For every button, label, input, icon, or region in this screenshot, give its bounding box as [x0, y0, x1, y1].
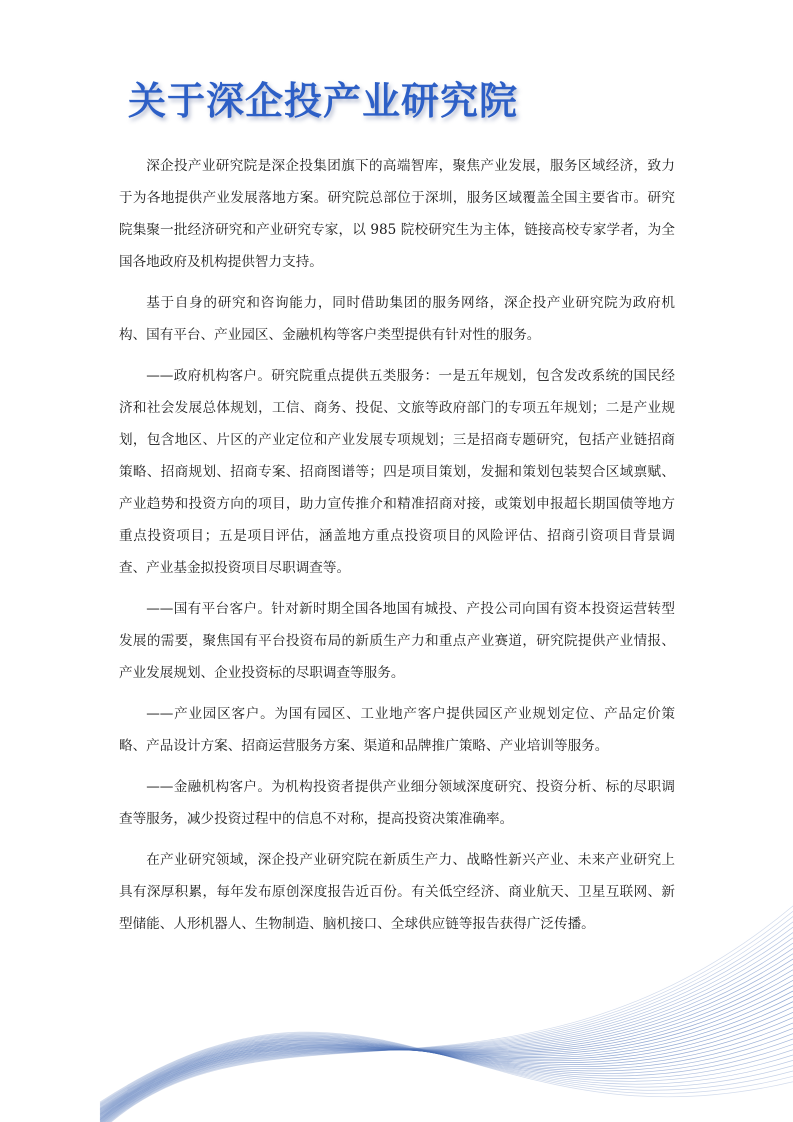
wave-line: [100, 1036, 793, 1106]
wave-line: [100, 1031, 793, 1110]
wave-line: [100, 960, 793, 1122]
paragraph-state-platform-clients: ——国有平台客户。针对新时期全国各地国有城投、产投公司向国有资本投资运营转型发展的需要，聚焦国有平台投资布局的新质生产力和重点产业赛道，研究院提供产业情报、产业发展规划、企业投资标的尽职调查等服务。: [119, 601, 675, 681]
wave-line: [100, 1004, 793, 1115]
wave-line: [100, 976, 793, 1119]
wave-line: [100, 1032, 793, 1102]
wave-line: [100, 1033, 793, 1103]
paragraph-government-clients: ——政府机构客户。研究院重点提供五类服务：一是五年规划，包含发改系统的国民经济和社会发展总体规划，工信、商务、投促、文旅等政府部门的专项五年规划；二是产业规划，包含地区、片区的产业定位和产业发展专项规划；三是招商专题研究，包括产业链招商策略、招商规划、招商专案、招商图谱等；四是项目策划，发掘和策划包装契合区域禀赋、产业趋势和投资方向的项目，助力宣传推介和精准招商对接，或策划申报超长期国债等地方重点投资项目；五是项目评估，涵盖地方重点投资项目的风险评估、招商引资项目背景调查、产业基金拟投资项目尽职调查等。: [119, 368, 675, 576]
wave-line: [100, 1026, 793, 1112]
paragraph-financial-clients: ——金融机构客户。为机构投资者提供产业细分领域深度研究、投资分析、标的尽职调查等服务，减少投资过程中的信息不对称，提高投资决策准确率。: [119, 779, 675, 827]
wave-line: [100, 949, 793, 1122]
page-title: 关于深企投产业研究院: [128, 79, 519, 123]
wave-line: [100, 955, 793, 1122]
wave-line: [100, 944, 793, 1122]
wave-line: [100, 938, 793, 1122]
wave-line: [100, 1036, 793, 1109]
wave-line: [100, 993, 793, 1117]
paragraph-services-overview: 基于自身的研究和咨询能力，同时借助集团的服务网络，深企投产业研究院为政府机构、国有平台、产业园区、金融机构等客户类型提供有针对性的服务。: [119, 295, 675, 343]
wave-line: [100, 922, 793, 1122]
wave-line: [100, 971, 793, 1120]
wave-line: [100, 1036, 793, 1106]
wave-line: [100, 933, 793, 1122]
wave-line: [100, 927, 793, 1122]
wave-line: [100, 1037, 793, 1107]
wave-line: [100, 982, 793, 1119]
wave-line: [100, 1035, 793, 1105]
wave-line: [100, 1009, 793, 1114]
wave-line: [100, 966, 793, 1122]
paragraph-industrial-park-clients: ——产业园区客户。为国有园区、工业地产客户提供园区产业规划定位、产品定价策略、产品设计方案、招商运营服务方案、渠道和品牌推广策略、产业培训等服务。: [119, 706, 675, 754]
wave-line: [100, 1015, 793, 1113]
wave-line: [100, 1020, 793, 1112]
wave-line: [100, 1034, 793, 1104]
wave-line: [100, 998, 793, 1115]
wave-line: [100, 1038, 793, 1108]
paragraph-intro: 深企投产业研究院是深企投集团旗下的高端智库，聚焦产业发展，服务区域经济，致力于为各地提供产业发展落地方案。研究院总部位于深圳，服务区域覆盖全国主要省市。研究院集聚一批经济研究和产业研究专家，以 985 院校研究生为主体，链接高校专家学者，为全国各地政府及机构提供智力支持。: [119, 158, 675, 270]
paragraph-research-fields: 在产业研究领域，深企投产业研究院在新质生产力、战略性新兴产业、未来产业研究上具有深厚积累，每年发布原创深度报告近百份。有关低空经济、商业航天、卫星互联网、新型储能、人形机器人、生物制造、脑机接口、全球供应链等报告获得广泛传播。: [119, 852, 675, 932]
document-body: [119, 150, 675, 949]
wave-line: [100, 987, 793, 1117]
